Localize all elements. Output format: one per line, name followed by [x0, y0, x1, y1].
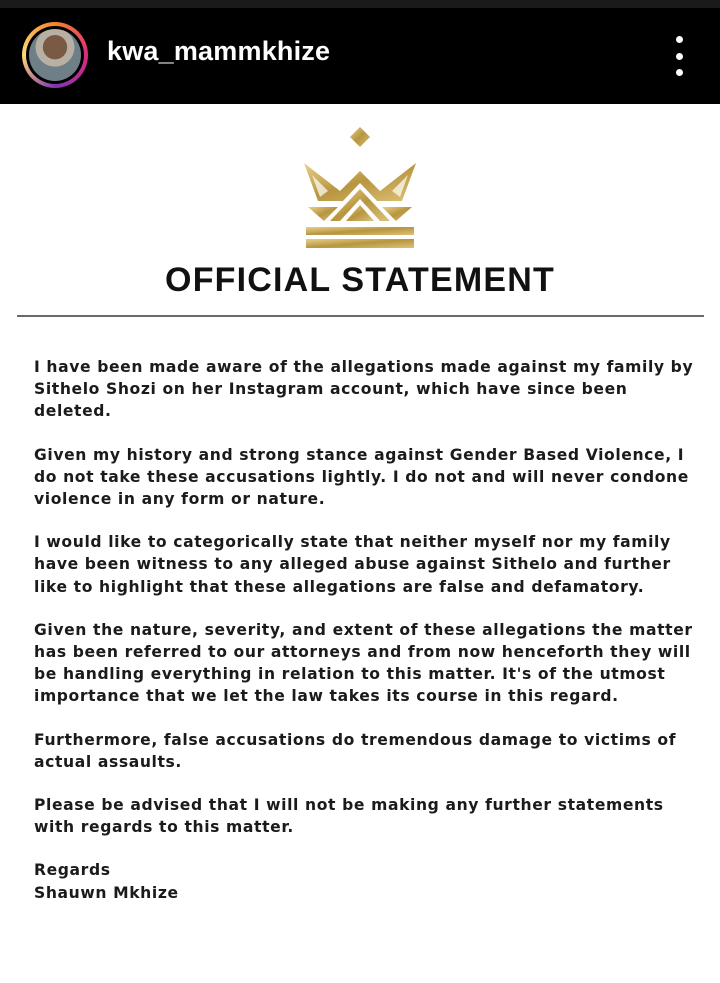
signature: Shauwn Mkhize: [34, 883, 179, 902]
closing: Regards: [34, 861, 111, 880]
post-header: [0, 0, 720, 104]
avatar-photo: [29, 29, 81, 81]
avatar[interactable]: [26, 26, 84, 84]
more-vertical-icon-dot-2: [676, 53, 683, 60]
statement-paragraph: Given the nature, severity, and extent of these allegations the matter has been referred to our attorneys and from now henceforth they will be handling everything in relation to this matter. It's of the utmost importance that we let the law takes its course in this regard.: [34, 620, 693, 706]
statement-paragraph: I would like to categorically state that neither myself nor my family have been witness to any alleged abuse against Sithelo and further like to highlight that these allegations are false and defamatory.: [34, 533, 671, 596]
more-options-button[interactable]: [662, 36, 696, 76]
more-vertical-icon: [676, 36, 683, 43]
statement-title: OFFICIAL STATEMENT: [165, 261, 555, 299]
statement-paragraph: I have been made aware of the allegations made against my family by Sithelo Shozi on her Instagram account, which have since been deleted.: [34, 358, 694, 421]
statement-paragraph: Furthermore, false accusations do tremendous damage to victims of actual assaults.: [34, 730, 677, 771]
statement-paragraph: Please be advised that I will not be making any further statements with regards to this matter.: [34, 796, 664, 837]
username[interactable]: kwa_mammkhize: [107, 36, 331, 66]
title-divider: [17, 315, 704, 317]
more-vertical-icon-dot-3: [676, 69, 683, 76]
crown-logo: [298, 123, 422, 258]
statement-paragraph: Given my history and strong stance against Gender Based Violence, I do not take these accusations lightly. I do not and will never condone violence in any form or nature.: [34, 445, 689, 509]
status-strip: [0, 0, 720, 8]
statement-body: [34, 356, 694, 904]
avatar-story-ring[interactable]: [22, 22, 88, 88]
